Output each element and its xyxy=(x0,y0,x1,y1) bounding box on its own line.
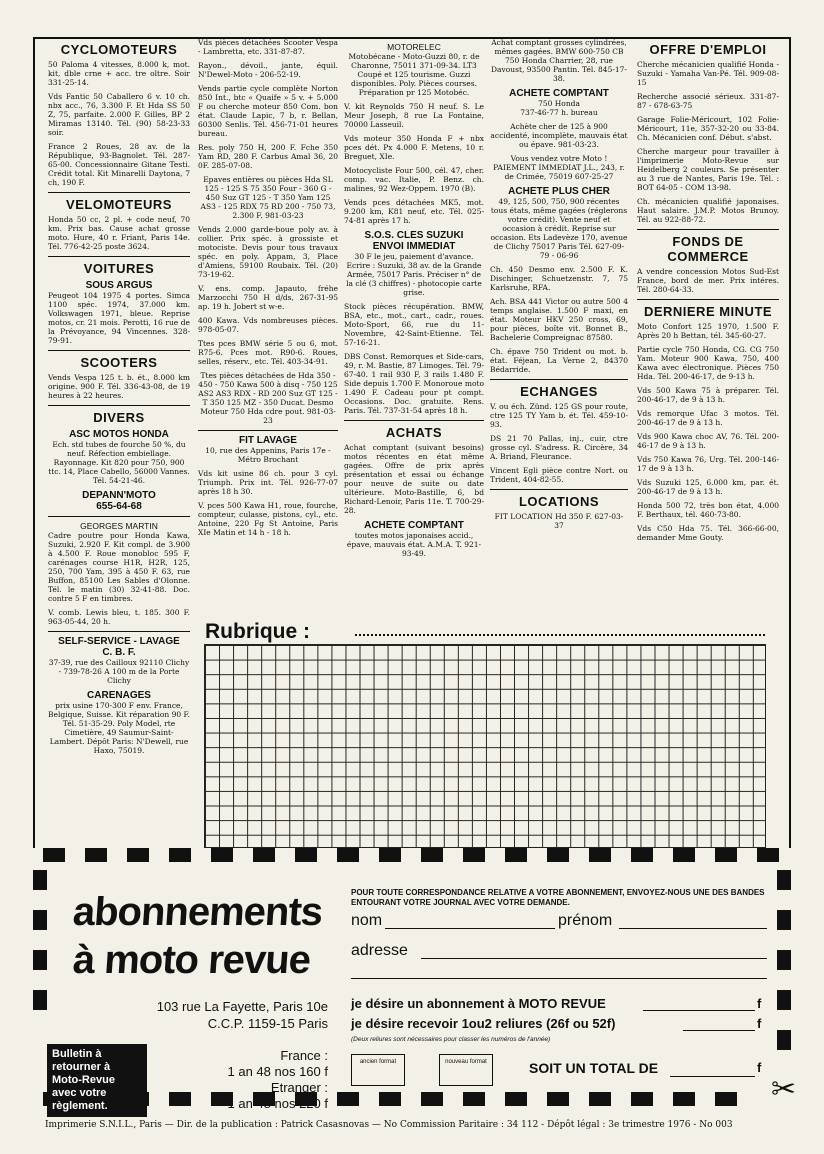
border-dash xyxy=(631,848,653,862)
nom-field[interactable] xyxy=(385,928,555,929)
classified-ad: Stock pièces récupération. BMW, BSA, etc., mot., cart., cadr., roues. Moto-Sport, 66, rue du 11-Novembre, 42-Saint-Etienne. Tél. 57-16-21. xyxy=(344,302,484,347)
column-1 xyxy=(48,38,190,758)
classified-ad: prix usine 170-300 F env. France, Belgique, Suisse. Kit réparation 90 F. Tél. 51-35-29. Poly Model, rte Cimetière, 49 Saumur-Saint-Lambert. Dépôt Paris: N'Dewell, rue Haxo, 75019. xyxy=(48,701,190,755)
classified-ad: 400 Kawa. Vds nombreuses pièces. 978-05-07. xyxy=(198,316,338,334)
classified-ad: toutes motos japonaises accid., épave, mauvais état. A.M.A. T. 921-93-49. xyxy=(346,531,482,558)
prenom-field[interactable] xyxy=(619,928,767,929)
adresse-field-1[interactable] xyxy=(421,958,767,959)
border-dash xyxy=(379,1092,401,1106)
divider xyxy=(48,405,190,406)
classified-ad: Moto Confort 125 1970, 1.500 F. Après 20 h Bettan, tél. 345-60-27. xyxy=(637,322,779,340)
nouveau-format-checkbox[interactable]: nouveau format xyxy=(439,1054,493,1086)
classified-ad: Rayon., dévoil., jante, équil. N'Dewel-Moto - 206-52-19. xyxy=(198,61,338,79)
scissors-icon: ✂ xyxy=(771,1072,797,1107)
classified-ad: Vds 500 Kawa 75 à préparer. Tél. 200-46-17, de 9 à 13 h. xyxy=(637,386,779,404)
ccp-line: C.C.P. 1159-15 Paris xyxy=(207,1016,328,1031)
adresse-label: adresse xyxy=(351,942,408,959)
subscription-address xyxy=(33,998,328,1032)
border-dash xyxy=(211,848,233,862)
section-title-derniere-minute: DERNIERE MINUTE xyxy=(643,304,773,319)
classified-ad: V. ou éch. Zünd. 125 GS pour route, ctre 125 TY Yam b. ét. Tél. 459-10-93. xyxy=(490,402,628,429)
border-dash xyxy=(547,1092,569,1106)
border-dash xyxy=(589,1092,611,1106)
ad-text-grid[interactable] xyxy=(204,644,766,848)
classified-ad: Vds remorque Ufac 3 motos. Tél. 200-46-17 de 9 à 13 h. xyxy=(637,409,779,427)
divider xyxy=(490,489,628,490)
classified-ad: DS 21 70 Pallas, inj., cuir, ctre grosse cyl. S'adress. R. Circère, 34 A. Briand, Fleurance. xyxy=(490,434,628,461)
reliures-amount-field[interactable] xyxy=(683,1030,755,1031)
border-dash xyxy=(505,1092,527,1106)
border-dash xyxy=(715,1092,737,1106)
divider xyxy=(198,430,338,431)
border-dash xyxy=(757,848,779,862)
classified-ad: Achète cher de 125 à 900 accidenté, incomplète, mauvais état ou épave. 981-03-23. xyxy=(490,122,628,149)
divider xyxy=(344,420,484,421)
classified-ad: Ech. std tubes de fourche 50 %, du neuf. Réfection embiellage. Rayonnage. Kit 820 pour 750, 900 ttc. 14, Place Cabello, 56000 Vannes. Tél. 54-21-46. xyxy=(48,440,190,485)
classified-ad: Vds 750 Kawa 76, Urg. Tél. 200-146-17 de 9 à 13 h. xyxy=(637,455,779,473)
logo-moto-revue: à moto revue xyxy=(71,938,312,982)
section-title-scooters: SCOOTERS xyxy=(80,355,158,370)
divider xyxy=(48,631,190,632)
column-4 xyxy=(490,38,628,618)
classified-ad: Ch. mécanicien qualifié japonaises. Haut salaire. J.M.P. Motos Brunoy. Tél. au 922-88-72. xyxy=(637,197,779,224)
classified-ad: Cherche mécanicien qualifié Honda - Suzuki - Yamaha Van-Pé. Tél. 909-08-15 xyxy=(637,60,779,87)
franc-unit: f xyxy=(757,1060,762,1075)
etranger-price: 1 an 48 nos 220 f xyxy=(227,1096,328,1111)
classified-ad: Recherche associé sérieux. 331-87-87 - 678-63-75 xyxy=(637,92,779,110)
classified-ad: Vds kit usine 86 ch. pour 3 cyl. Triumph. Prix int. Tél. 926-77-07 après 18 h 30. xyxy=(198,469,338,496)
classified-ad: Vds moteur 350 Honda F + nbx pces dét. Px 4.000 F. Metens, 10 r. Breguet, XIe. xyxy=(344,134,484,161)
classified-ad: 750 Honda xyxy=(538,99,580,108)
depann-title: DEPANN'MOTO xyxy=(82,490,156,501)
classified-ad: V. kit Reynolds 750 H neuf. S. Le Meur Joseph, 8 rue La Fontaine, 70000 Lasseuil. xyxy=(344,102,484,129)
section-title-echanges: ECHANGES xyxy=(520,384,598,399)
border-dash xyxy=(33,950,47,970)
nom-label: nom xyxy=(351,912,383,929)
classified-ad: 49, 125, 500, 750, 900 récentes tous états, même gagées (réglerons votre crédit). Vente neuf et occasion à crédit. Reprise sur occasion. Ets Ladevèze 170, avenue de Clichy 75017 Paris Tél. 627-09-79 - 06-96 xyxy=(490,197,628,260)
total-amount-field[interactable] xyxy=(670,1076,755,1077)
classified-ad: Vends pces détachées MK5, mot. 9.200 km, K81 neuf, etc. Tél. 025-74-81 après 17 h. xyxy=(344,198,484,225)
fit-lavage-title: FIT LAVAGE xyxy=(239,435,297,446)
classified-ad: 10, rue des Appenins, Paris 17e - Métro Brochant xyxy=(205,446,331,464)
adresse-field-2[interactable] xyxy=(351,978,767,979)
logo-abonnements: abonnements xyxy=(71,890,324,934)
classified-ad: France 2 Roues, 28 av. de la République, 93-Bagnolet. Tél. 287-65-00. Concessionnaire Gitane Testi. Crédit total. Kit Minarelli Daytona, 7 ch, 190 F. xyxy=(48,142,190,187)
prenom-label: prénom xyxy=(558,912,613,929)
section-title-divers: DIVERS xyxy=(93,410,145,425)
abonnement-amount-field[interactable] xyxy=(643,1010,755,1011)
georges-title: GEORGES MARTIN xyxy=(80,521,158,531)
column-3 xyxy=(344,38,484,618)
classified-ad: Cadre poutre pour Honda Kawa, Suzuki, 2.920 F. Kit compl. de 3.900 à 4.500 F. Roue monobloc 595 F, carénages course H1R, H2R, 125, 250, 700 Yam, 395 à 450 F. 63, rue Buffon, 85100 Les Sables d'Olonne. Tél. le matin (30) 32-41-88. Doc. contre 5 F en timbres. xyxy=(48,531,190,603)
classified-ad: Res. poly 750 H, 200 F. Fche 350 Yam RD, 280 F. Carbus Amal 36, 20 0F. 285-07-08. xyxy=(198,143,338,170)
border-dash xyxy=(33,870,47,890)
sous-argus-title: SOUS ARGUS xyxy=(85,280,153,291)
classified-ad: Motocycliste Four 500, cél. 47, cher. comp. vac. Italie, P. Benz. ch. malines, 92 Wez-Oppem. 1970 (B). xyxy=(344,166,484,193)
desire-abonnement: je désire un abonnement à MOTO REVUE xyxy=(351,996,606,1011)
self-service-title: SELF-SERVICE - LAVAGE xyxy=(58,636,180,647)
border-dash xyxy=(253,848,275,862)
classified-ad: Honda 500 72, très bon état, 4.000 F. Berthaux, tél. 460-73-80. xyxy=(637,501,779,519)
border-dash xyxy=(631,1092,653,1106)
section-title-fonds-commerce: FONDS DE COMMERCE xyxy=(667,234,749,264)
classified-ad: Vends partie cycle complète Norton 850 Int., btc « Quaife » 5 v. + 5.000 F ou cherche moteur 850 Com. bon état. Claude Lapic, 7 b, r. Bellan, 60300 Senlis. Tél. 456-71-01 heures bureau. xyxy=(198,84,338,138)
classified-ad: Vincent Egli pièce contre Nort. ou Trident, 404-82-55. xyxy=(490,466,628,484)
border-dash xyxy=(421,848,443,862)
rubrique-input-line[interactable] xyxy=(355,634,765,636)
border-dash xyxy=(715,848,737,862)
border-dash xyxy=(379,848,401,862)
classified-ad: Motobécane - Moto-Guzzi 80, r. de Charonne, 75011 371-09-34. LT3 Coupé et 125 tourisme. Guzzi disponibles. Poly. Pièces courses. Préparation pr 125 Motobéc. xyxy=(348,52,480,97)
subscription-coupon xyxy=(33,848,797,1112)
border-dash xyxy=(337,848,359,862)
sos-cles-title: S.O.S. CLES SUZUKI xyxy=(364,230,464,241)
section-title-velomoteurs: VELOMOTEURS xyxy=(66,197,172,212)
franc-unit: f xyxy=(757,996,762,1011)
classified-ad: Garage Folie-Méricourt, 102 Folie-Méricourt, 11e, 357-32-20 ou 33-84. Ch. Mécanicien conf. Début. s'abst. xyxy=(637,115,779,142)
classified-ad: Ch. 450 Desmo env. 2.500 F. K. Dischinger, Schuetzenstr. 7, 75 Karlsruhe, RFA. xyxy=(490,265,628,292)
classified-ad: Vous vendez votre Moto ! PAIEMENT IMMEDIAT J.L., 243, r. de Crimée, 75019 607-25-27 xyxy=(493,154,625,181)
divider xyxy=(637,229,779,230)
border-dash xyxy=(337,1092,359,1106)
border-dash xyxy=(777,990,791,1010)
divider xyxy=(490,379,628,380)
border-dash xyxy=(421,1092,443,1106)
address-line: 103 rue La Fayette, Paris 10e xyxy=(156,999,328,1014)
classified-ad: FIT LOCATION Hd 350 F. 627-03-37 xyxy=(494,512,624,530)
column-5 xyxy=(637,38,779,598)
classified-ad: Achat comptant (suivant besoins) motos récentes en état même gagées. Offre de prix après présentation et essai ou échange pour neuve de suite ou date ultérieure. Moto-Bastille, 6, bd Richard-Lenoir, Paris 11e. T. 700-29-28. xyxy=(344,443,484,515)
border-dash xyxy=(505,848,527,862)
classified-ad: V. pces 500 Kawa H1, roue, fourche, compteur, culasse, pistons, cyl., etc. Antoine, 220 Fg St Antoine, Paris XIe Matin et 14 h - 18 h. xyxy=(198,501,338,537)
france-price: 1 an 48 nos 160 f xyxy=(227,1064,328,1079)
rubrique-title: Rubrique : xyxy=(205,620,310,643)
classified-ad: Peugeot 104 1975 4 portes. Simca 1100 spéc. 1974, 37.000 km. Volkswagen 1971, bleue. Reprise motos, cr. 21 mois. Perotti, 16 rue de la Prévoyance, 94 Vincennes. 328-79-91. xyxy=(48,291,190,345)
cbf-title: C. B. F. xyxy=(102,647,136,658)
classified-ad: Vds 900 Kawa choc AV, 76. Tél. 200-46-17 de 9 à 13 h. xyxy=(637,432,779,450)
border-dash xyxy=(463,1092,485,1106)
border-dash xyxy=(673,1092,695,1106)
classified-ad: Honda 50 cc, 2 pl. + code neuf, 70 km. Prix bas. Cause achat grosse moto. Hure, 40 r. Friant, Paris 14e. Tél. 776-42-25 poste 3624. xyxy=(48,215,190,251)
border-dash xyxy=(33,910,47,930)
classified-ad: Vds Suzuki 125, 6.000 km, par. ét. 200-46-17 de 9 à 13 h. xyxy=(637,478,779,496)
classified-ad: 50 Paloma 4 vitesses, 8.000 k, mot. kit, dble crne + acc. tre oltre. Soir 331-25-14. xyxy=(48,60,190,87)
classified-ad: 737-46-77 h. bureau xyxy=(520,108,598,117)
classified-ad: Vends 2.000 garde-boue poly av. à collier. Prix spéc. à grossiste et motociste. Devis pour tous travaux spéc. en poly. Appam, 3, Place d'Amiens, 59100 Roubaix. Tél. (20) 73-19-62. xyxy=(198,225,338,279)
classified-ad: Epaves entières ou pièces Hda SL 125 - 125 S 75 350 Four - 360 G - 450 Suz GT 125 - T 350 Yam 125 AS3 - 125 RDX 75 RD 200 - 750 73, 2.300 F. 981-03-23 xyxy=(200,175,336,220)
classified-ad: A vendre concession Motos Sud-Est France, bord de mer. Prix intéres. Tél. 280-64-33. xyxy=(637,267,779,294)
border-dash xyxy=(673,848,695,862)
section-title-achats: ACHATS xyxy=(385,425,443,440)
imprint-footer: Imprimerie S.N.I.L., Paris — Dir. de la publication : Patrick Casasnovas — No Commission Paritaire : 34 112 - Dépôt légal : 3e trimestre 1976 - No 003 xyxy=(45,1120,733,1130)
classified-ad: V. comb. Lewis bleu, t. 185. 300 F. 963-05-44, 20 h. xyxy=(48,608,190,626)
classified-ad: Vds C50 Hda 75. Tél. 366-66-00, demander Mme Gouty. xyxy=(637,524,779,542)
border-dash xyxy=(589,848,611,862)
achete-comptant-title: ACHETE COMPTANT xyxy=(364,520,464,531)
classified-ad: Vds Fantic 50 Caballero 6 v. 10 ch. nbx acc., 76, 3.300 F. Et Hda SS 50 Z, 75, parfaite. 2.000 F. Gilles, BP 2 Miramas 13140. Tél. (90) 58-23-33 soir. xyxy=(48,92,190,137)
section-title-cyclomoteurs: CYCLOMOTEURS xyxy=(60,42,178,57)
classified-ad: Vends Vespa 125 t. b. ét., 8.000 km origine. 900 F. Tél. 336-43-08, de 19 heures à 22 heures. xyxy=(48,373,190,400)
franc-unit: f xyxy=(757,1016,762,1031)
divider xyxy=(48,256,190,257)
achete-plus-cher-title: ACHETE PLUS CHER xyxy=(508,186,610,197)
france-label: France : xyxy=(280,1048,328,1063)
classified-ad: DBS Const. Remorques et Side-cars, 49, r. M. Bastie, 87 Limoges. Tél. 79-67-40. 1 rail 930 F, 3 rails 1.480 F. Side depuis 1.700 F. Monoroue moto 1.490 F. Cadeau pour pt compt. Occasions. Doc. gratuite. Rens. Paris. Tél. 737-31-54 après 18 h. xyxy=(344,352,484,415)
section-title-offre-emploi: OFFRE D'EMPLOI xyxy=(649,42,767,57)
divider xyxy=(48,350,190,351)
classified-ad: Partie cycle 750 Honda, CG. CG 750 Yam. Moteur 900 Kawa, 750, 400 Kawa avec électronique. Pièces 750 Hda. Tél. 200-46-17, de 9-13 h. xyxy=(637,345,779,381)
section-title-voitures: VOITURES xyxy=(83,261,155,276)
bulletin-note: Bulletin à retourner à Moto-Revue avec votre règlement. xyxy=(47,1044,147,1117)
border-dash xyxy=(85,848,107,862)
divider xyxy=(48,516,190,517)
classified-ad: Ach. BSA 441 Victor ou autre 500 4 temps anglaise. 1.500 F maxi, en état. Moteur HKV 250 cross, 69, pour pièces, boîte vit. Bonnet B., Bachelerie Compreignac 87580. xyxy=(490,297,628,342)
border-dash xyxy=(777,910,791,930)
border-dash xyxy=(127,848,149,862)
classified-ad: Ttes pces BMW série 5 ou 6, mot. R75-6. Pces mot. R90-6. Roues, selles, réserv., etc. Tél. 403-34-91. xyxy=(198,339,338,366)
classified-ad: Ttes pièces détachées de Hda 350 - 450 - 750 Kawa 500 à disq - 750 125 AS2 AS3 RDX - RD 200 Suz GT 125 - T 350 125 MZ - 350 Ducat. Desmo Moteur 750 Hda cdre pout. 981-03-23 xyxy=(198,371,338,425)
border-dash xyxy=(169,848,191,862)
classified-ad: Achat comptant grosses cylindrées, mêmes gagées. BMW 600-750 CB 750 Honda Charrier, 28, rue Davoust, 93500 Pantin. Tél. 845-17-38. xyxy=(491,38,627,83)
classified-ad: 30 F le jeu, paiement d'avance. Ecrire : Suzuki, 38 av. de la Grande Armée, 75017 Paris. Préciser n° de la clé (3 chiffres) - photocopie carte grise. xyxy=(346,252,482,297)
depann-phone: 655-64-68 xyxy=(96,501,142,512)
correspondence-notice: POUR TOUTE CORRESPONDANCE RELATIVE A VOTRE ABONNEMENT, ENVOYEZ-NOUS UNE DES BANDES ENTOURANT VOTRE JOURNAL AVEC VOTRE DEMANDE. xyxy=(351,888,765,907)
classified-ad: 37-39, rue des Cailloux 92110 Clichy - 739-78-26 A 100 m de la Porte Clichy xyxy=(48,658,190,685)
desire-reliures: je désire recevoir 1ou2 reliures (26f ou 52f) xyxy=(351,1016,616,1031)
section-title-locations: LOCATIONS xyxy=(518,494,600,509)
reliures-note: (Deux reliures sont nécessaires pour classer les numéros de l'année) xyxy=(351,1036,551,1043)
total-label: SOIT UN TOTAL DE xyxy=(529,1060,659,1076)
etranger-label: Etranger : xyxy=(270,1080,328,1095)
ancien-format-checkbox[interactable]: ancien format xyxy=(351,1054,405,1086)
classified-ad: Ch. épave 750 Trident ou mot. b. état. Féjean, La Verne 2, 84370 Bédarride. xyxy=(490,347,628,374)
asc-title: ASC MOTOS HONDA xyxy=(69,429,169,440)
classified-ad: Cherche margeur pour travailler à l'imprimerie Moto-Revue sur Heidelberg 2 couleurs. Se présenter au 3 rue de Nantes, Paris 19e. Tél. : BOT 64-05 - COM 13-98. xyxy=(637,147,779,192)
classified-ad: Vds pièces détachées Scooter Vespa - Lambretta, etc. 331-87-87. xyxy=(198,38,338,56)
border-dash xyxy=(43,848,65,862)
divider xyxy=(637,299,779,300)
border-dash xyxy=(463,848,485,862)
classified-ad: V. ens. comp. Japauto, fréhe Marzocchi 750 H d/ds, 267-31-95 ap. 19 h. Jobert st w-e. xyxy=(198,284,338,311)
border-dash xyxy=(777,1030,791,1050)
motorelec-title: MOTORELEC xyxy=(387,42,441,52)
envoi-title: ENVOI IMMEDIAT xyxy=(372,241,456,252)
column-2 xyxy=(198,38,338,618)
achete-comptant-title: ACHETE COMPTANT xyxy=(509,88,609,99)
border-dash xyxy=(777,870,791,890)
border-dash xyxy=(547,848,569,862)
border-dash xyxy=(295,848,317,862)
divider xyxy=(48,192,190,193)
carenages-title: CARENAGES xyxy=(87,690,151,701)
border-dash xyxy=(777,950,791,970)
